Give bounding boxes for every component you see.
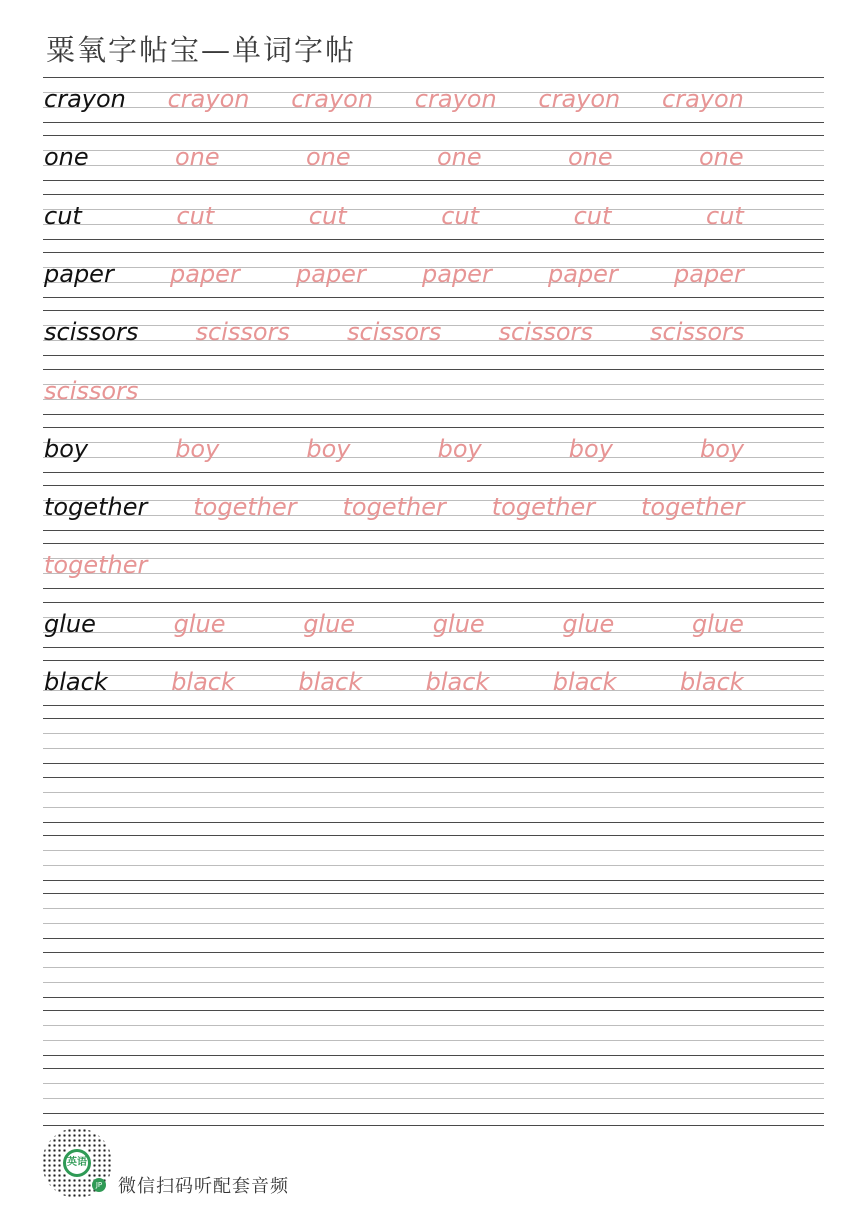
trace-word: together — [44, 551, 148, 580]
trace-word: glue — [562, 609, 615, 638]
ruled-line — [43, 427, 824, 428]
trace-word: cut — [308, 201, 347, 230]
trace-word: boy — [175, 434, 220, 463]
trace-word: crayon — [167, 85, 250, 113]
ruled-line — [43, 1025, 824, 1026]
ruled-line — [43, 530, 824, 531]
ruled-line — [43, 77, 824, 78]
trace-word: scissors — [650, 318, 745, 347]
trace-word: scissors — [498, 318, 593, 347]
ruled-line — [43, 982, 824, 983]
trace-word: crayon — [291, 85, 374, 113]
ruled-line — [43, 588, 824, 589]
trace-word: crayon — [414, 85, 497, 113]
page-title: 粟氧字帖宝—单词字帖 — [46, 33, 357, 67]
qr-badge: JP — [92, 1178, 106, 1192]
ruled-line — [43, 602, 824, 603]
ruled-line — [43, 194, 824, 195]
footer-text: 微信扫码听配套音频 — [118, 1176, 289, 1197]
ruled-line — [43, 865, 824, 866]
ruled-line — [43, 952, 824, 953]
trace-word: boy — [306, 434, 351, 463]
ruled-line — [43, 923, 824, 924]
trace-word: together — [641, 493, 745, 522]
trace-word: black — [552, 668, 617, 696]
ruled-line — [43, 310, 824, 311]
ruled-line — [43, 647, 824, 648]
ruled-line — [43, 472, 824, 473]
trace-word: black — [680, 668, 744, 696]
trace-word: paper — [170, 259, 240, 288]
trace-word: glue — [173, 609, 226, 638]
ruled-line — [43, 252, 824, 253]
trace-word: one — [568, 143, 613, 172]
trace-word: paper — [422, 259, 492, 288]
model-word: glue — [44, 609, 96, 638]
trace-word: paper — [548, 259, 618, 288]
trace-word: glue — [303, 609, 356, 638]
trace-word: scissors — [44, 376, 139, 405]
ruled-line — [43, 893, 824, 894]
ruled-line — [43, 792, 824, 793]
ruled-line — [43, 705, 824, 706]
trace-word: one — [437, 143, 482, 172]
ruled-line — [43, 718, 824, 719]
ruled-line — [43, 850, 824, 851]
handwriting-sheet — [43, 77, 824, 1117]
ruled-line — [43, 558, 824, 559]
trace-word: together — [342, 493, 446, 522]
model-word: together — [44, 493, 148, 522]
trace-word: cut — [706, 201, 744, 230]
ruled-line — [43, 660, 824, 661]
ruled-line — [43, 135, 824, 136]
trace-word: black — [425, 668, 490, 696]
trace-word: cut — [573, 201, 612, 230]
ruled-line — [43, 997, 824, 998]
trace-word: black — [171, 668, 235, 696]
trace-word: boy — [568, 434, 613, 463]
ruled-line — [43, 835, 824, 836]
model-word: paper — [44, 259, 114, 288]
trace-word: together — [491, 493, 596, 522]
qr-label: 英语 — [66, 1152, 88, 1174]
ruled-line — [43, 297, 824, 298]
ruled-line — [43, 880, 824, 881]
ruled-line — [43, 1125, 824, 1126]
trace-word: glue — [692, 609, 744, 638]
ruled-line — [43, 763, 824, 764]
model-word: boy — [44, 434, 89, 463]
model-word: black — [44, 668, 108, 696]
ruled-line — [43, 1083, 824, 1084]
ruled-line — [43, 399, 824, 400]
model-word: scissors — [44, 318, 139, 347]
ruled-line — [43, 748, 824, 749]
ruled-line — [43, 807, 824, 808]
trace-word: paper — [674, 259, 744, 288]
ruled-line — [43, 1113, 824, 1114]
ruled-line — [43, 1040, 824, 1041]
ruled-line — [43, 355, 824, 356]
trace-word: paper — [296, 259, 366, 288]
trace-word: together — [193, 493, 297, 522]
trace-word: one — [175, 143, 220, 172]
ruled-line — [43, 180, 824, 181]
ruled-line — [43, 733, 824, 734]
model-word: crayon — [44, 85, 126, 113]
qr-center-logo — [61, 1147, 93, 1179]
ruled-line — [43, 822, 824, 823]
model-word: one — [44, 143, 89, 172]
ruled-line — [43, 384, 824, 385]
ruled-line — [43, 908, 824, 909]
trace-word: crayon — [538, 85, 621, 113]
trace-word: boy — [700, 434, 745, 463]
footer — [42, 1128, 442, 1200]
ruled-line — [43, 543, 824, 544]
ruled-line — [43, 369, 824, 370]
trace-word: cut — [441, 201, 480, 230]
ruled-line — [43, 1055, 824, 1056]
trace-word: glue — [432, 609, 485, 638]
trace-word: scissors — [347, 318, 442, 347]
ruled-line — [43, 1068, 824, 1069]
trace-word: cut — [176, 201, 215, 230]
ruled-line — [43, 573, 824, 574]
ruled-line — [43, 1098, 824, 1099]
ruled-line — [43, 239, 824, 240]
trace-word: black — [298, 668, 363, 696]
model-word: cut — [44, 201, 82, 230]
ruled-line — [43, 122, 824, 123]
ruled-line — [43, 777, 824, 778]
qr-code-icon[interactable] — [42, 1128, 112, 1198]
trace-word: boy — [437, 434, 482, 463]
trace-word: one — [699, 143, 744, 172]
ruled-line — [43, 938, 824, 939]
trace-word: one — [306, 143, 351, 172]
ruled-line — [43, 485, 824, 486]
ruled-line — [43, 967, 824, 968]
ruled-line — [43, 414, 824, 415]
trace-word: crayon — [662, 85, 744, 113]
trace-word: scissors — [195, 318, 290, 347]
ruled-line — [43, 1010, 824, 1011]
